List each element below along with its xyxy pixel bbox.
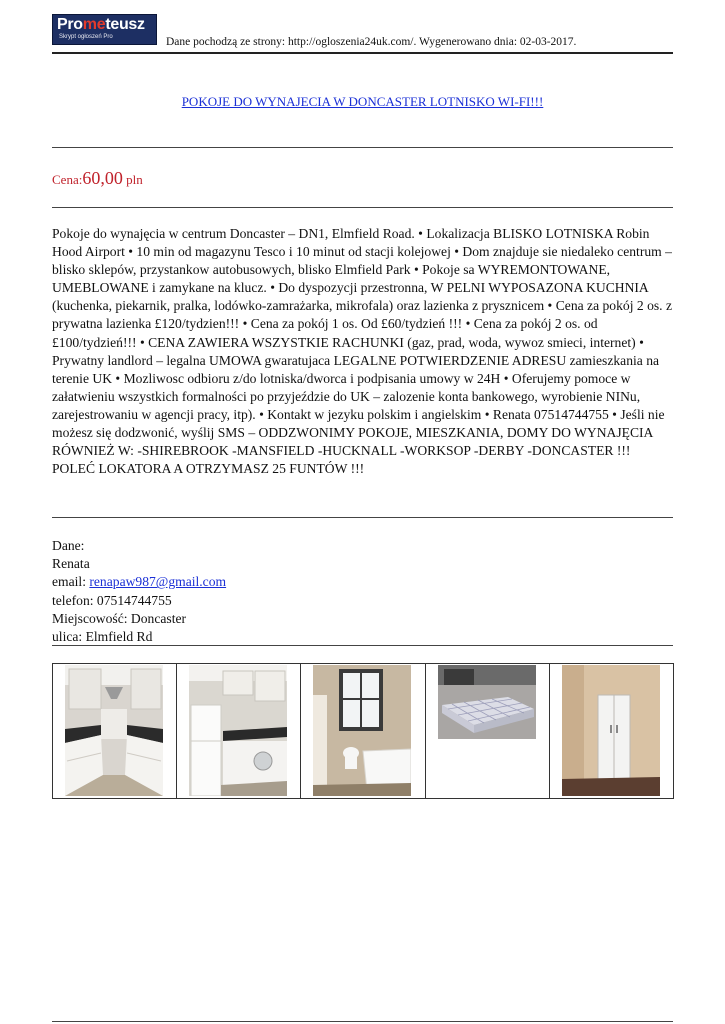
listing-description: Pokoje do wynajęcia w centrum Doncaster – DN1, Elmfield Road. • Lokalizacja BLISKO LOTNISKA Robin Hood Airport • 10 min od magazynu Tesco i 10 minut od stacji kolejowej • Dom znajduje sie niedaleko centrum – blisko sklepów, przystankow autobusowych, blisko Elmfield Park • Pokoje sa WYREMONTOWANE, UMEBLOWANE i zamykane na klucz. • Do dyspozycji przestronna, W PELNI WYPOSAZONA KUCHNIA (kuchenka, piekarnik, pralka, lodówko-zamrażarka, mikrofala) oraz lazienka z prysznicem • Cena za pokój 2 os. z prywatna lazienka £120/tydzien!!! • Cena za pokój 1 os. Od £60/tydzień !!! • Cena za pokój 2 os. od £100/tydzień!!! • CENA ZAWIERA WSZYSTKIE RACHUNKI (gaz, prad, woda, wywoz smieci, internet) • Prywatny landlord – legalna UMOWA gwaratujaca LEGALNE POTWIERDZENIE ADRESU zamieszkania na terenie UK • Mozliwosc odbioru z/do lotniska/dworca i podpisania umowy w 24H • Oferujemy pomoce w załatwieniu wszystkich formalności po przyjeździe do UK – zalozenie konta bankowego, wyrobienie NINu, zarejestrowaniu w agencji pracy, itp). • Kontakt w jezyku polskim i angielskim • Renata 07514744755 • Jeśli nie możesz się dodzwonić, wyślij SMS – ODDZWONIMY POKOJE, MIESZKANIA, DOMY DO WYNAJĘCIA RÓWNIEŻ W: -SHIREBROOK -MANSFIELD -HUCKNALL -WORKSOP -DERBY -DONCASTER !!! POLEĆ LOKATORA A OTRZYMASZ 25 FUNTÓW !!! [52,226,672,477]
street-value: Elmfield Rd [85,629,153,645]
contact-heading: Dane: [52,538,85,553]
price-label: Cena: [52,172,83,187]
divider [52,645,673,646]
photo-gallery [52,663,674,799]
price [52,168,143,189]
room-wardrobe-photo[interactable] [562,665,660,796]
email-link[interactable]: renapaw987@gmail.com [89,574,227,590]
price-currency: pln [126,172,143,187]
contact-street-row: ulica: Elmfield Rd [52,629,153,645]
footer-divider [52,1021,673,1022]
bathroom-photo[interactable] [313,665,411,796]
kitchen-photo-2[interactable] [189,665,287,796]
prometeusz-logo [52,14,157,45]
phone-value: 07514744755 [96,592,172,608]
city-value: Doncaster [130,610,187,626]
divider [52,517,673,518]
contact-phone-row: telefon: 07514744755 [52,592,172,608]
contact-name: Renata [52,556,90,572]
price-value: 60,00 [82,168,123,188]
source-info: Dane pochodzą ze strony: http://ogloszenia24uk.com/. Wygenerowano dnia: 02-03-2017. [166,36,577,48]
contact-city-row: Miejscowość: Doncaster [52,610,187,626]
contact-block [52,537,226,646]
logo-tagline: Skrypt ogłoszeń Pro [59,34,113,40]
bedroom-photo[interactable] [438,665,536,739]
divider [52,147,673,148]
logo-brand: Prometeusz [57,16,145,33]
contact-email-row: email: renapaw987@gmail.com [52,574,227,590]
header-divider [52,52,673,54]
listing-title[interactable]: POKOJE DO WYNAJECIA W DONCASTER LOTNISKO WI-FI!!! [181,94,544,109]
kitchen-photo-1[interactable] [65,665,163,796]
divider [52,207,673,208]
